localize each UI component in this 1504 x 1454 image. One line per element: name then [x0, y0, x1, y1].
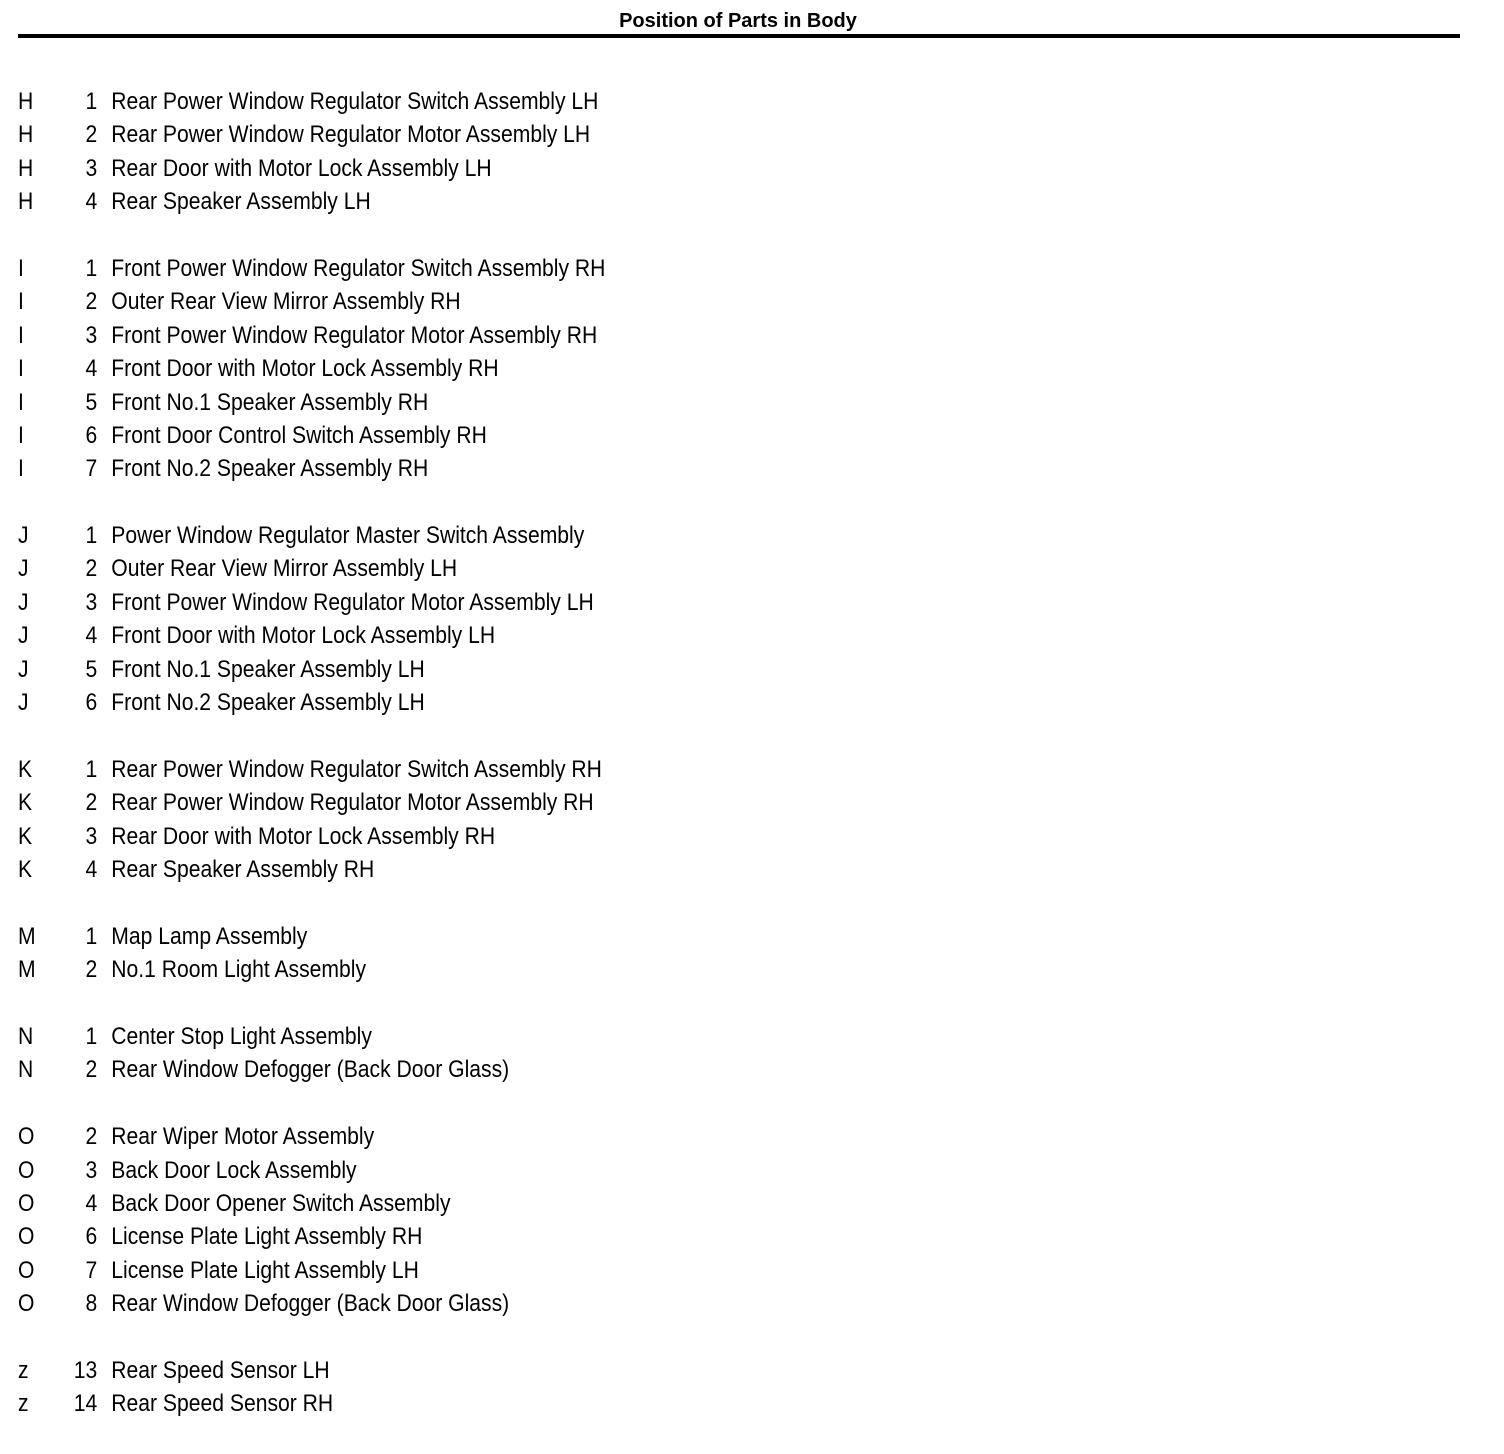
part-number: 1 [85, 755, 98, 783]
location-code: O [18, 1256, 35, 1284]
part-description: Front Door with Motor Lock Assembly LH [111, 622, 496, 650]
part-row [18, 953, 810, 986]
part-description: Map Lamp Assembly [111, 922, 308, 950]
part-row [18, 1354, 810, 1387]
part-number: 14 [73, 1390, 98, 1418]
location-code: I [18, 355, 24, 383]
location-code: I [18, 288, 24, 316]
part-description: Front Door with Motor Lock Assembly RH [111, 355, 499, 383]
part-number: 4 [85, 355, 98, 383]
part-row [18, 619, 810, 652]
location-code: O [18, 1223, 35, 1251]
location-code: J [18, 522, 29, 550]
part-description: Front No.1 Speaker Assembly RH [111, 388, 429, 416]
part-number: 3 [85, 154, 98, 182]
location-code: M [18, 922, 36, 950]
part-row [18, 352, 810, 385]
part-number: 3 [85, 321, 98, 349]
part-row [18, 1287, 810, 1320]
location-code: M [18, 956, 36, 984]
location-code: O [18, 1156, 35, 1184]
part-number: 5 [85, 655, 98, 683]
parts-list [18, 85, 918, 1454]
part-row [18, 285, 810, 318]
part-number: 7 [85, 1256, 98, 1284]
part-row [18, 653, 810, 686]
part-row [18, 853, 810, 886]
parts-group [18, 753, 918, 887]
part-number: 3 [85, 1156, 98, 1184]
part-description: Rear Power Window Regulator Motor Assembly RH [111, 789, 594, 817]
parts-group [18, 1120, 918, 1320]
part-number: 1 [85, 1022, 98, 1050]
part-number: 4 [85, 622, 98, 650]
location-code: I [18, 455, 24, 483]
part-row [18, 552, 810, 585]
location-code: K [18, 755, 33, 783]
part-number: 4 [85, 188, 98, 216]
location-code: z [18, 1390, 29, 1418]
parts-group [18, 85, 918, 219]
parts-group [18, 920, 918, 987]
part-row [18, 1154, 810, 1187]
part-number: 2 [85, 121, 98, 149]
part-description: Front Door Control Switch Assembly RH [111, 421, 487, 449]
part-description: Back Door Lock Assembly [111, 1156, 357, 1184]
part-number: 3 [85, 822, 98, 850]
part-description: Center Stop Light Assembly [111, 1022, 372, 1050]
part-number: 8 [85, 1290, 98, 1318]
part-description: Rear Power Window Regulator Motor Assembly LH [111, 121, 591, 149]
location-code: I [18, 254, 24, 282]
parts-group [18, 519, 918, 719]
part-row [18, 820, 810, 853]
location-code: H [18, 121, 34, 149]
part-number: 1 [85, 922, 98, 950]
part-row [18, 1120, 810, 1153]
part-description: Outer Rear View Mirror Assembly RH [111, 288, 461, 316]
part-description: Front No.2 Speaker Assembly RH [111, 455, 429, 483]
part-number: 2 [85, 1123, 98, 1151]
part-row [18, 252, 810, 285]
part-row [18, 1220, 810, 1253]
part-description: Outer Rear View Mirror Assembly LH [111, 555, 458, 583]
part-row [18, 1187, 810, 1220]
part-number: 4 [85, 855, 98, 883]
part-number: 1 [85, 254, 98, 282]
part-number: 2 [85, 956, 98, 984]
location-code: I [18, 421, 24, 449]
location-code: H [18, 188, 34, 216]
location-code: H [18, 154, 34, 182]
part-row [18, 1053, 810, 1086]
parts-group [18, 252, 918, 486]
part-number: 2 [85, 555, 98, 583]
location-code: O [18, 1290, 35, 1318]
part-row [18, 185, 810, 218]
parts-group [18, 1354, 918, 1421]
location-code: I [18, 388, 24, 416]
part-number: 6 [85, 689, 98, 717]
location-code: O [18, 1123, 35, 1151]
part-row [18, 319, 810, 352]
location-code: K [18, 855, 33, 883]
part-number: 6 [85, 421, 98, 449]
part-row [18, 452, 810, 485]
part-description: Rear Speed Sensor LH [111, 1356, 330, 1384]
part-number: 3 [85, 588, 98, 616]
part-description: Rear Power Window Regulator Switch Assembly RH [111, 755, 602, 783]
page-title: Position of Parts in Body [619, 10, 857, 32]
part-description: Front Power Window Regulator Motor Assembly RH [111, 321, 598, 349]
part-description: Rear Window Defogger (Back Door Glass) [111, 1056, 510, 1084]
part-description: Power Window Regulator Master Switch Assembly [111, 522, 585, 550]
part-row [18, 686, 810, 719]
part-number: 2 [85, 288, 98, 316]
location-code: K [18, 822, 33, 850]
part-row [18, 1387, 810, 1420]
part-number: 5 [85, 388, 98, 416]
part-row [18, 1020, 810, 1053]
part-row [18, 920, 810, 953]
part-number: 13 [73, 1356, 98, 1384]
location-code: z [18, 1356, 29, 1384]
part-description: License Plate Light Assembly LH [111, 1256, 419, 1284]
part-row [18, 85, 810, 118]
part-description: Rear Wiper Motor Assembly [111, 1123, 375, 1151]
part-number: 7 [85, 455, 98, 483]
part-description: Rear Power Window Regulator Switch Assembly LH [111, 88, 599, 115]
part-description: Front No.2 Speaker Assembly LH [111, 689, 425, 717]
part-number: 2 [85, 789, 98, 817]
part-number: 2 [85, 1056, 98, 1084]
part-row [18, 118, 810, 151]
title-divider [18, 34, 1460, 38]
part-number: 4 [85, 1189, 98, 1217]
location-code: J [18, 655, 29, 683]
part-description: Rear Window Defogger (Back Door Glass) [111, 1290, 510, 1318]
location-code: O [18, 1189, 35, 1217]
part-description: Back Door Opener Switch Assembly [111, 1189, 451, 1217]
part-row [18, 786, 810, 819]
parts-group [18, 1020, 918, 1087]
part-row [18, 753, 810, 786]
location-code: J [18, 588, 29, 616]
part-number: 1 [85, 88, 98, 115]
part-description: Rear Door with Motor Lock Assembly RH [111, 822, 496, 850]
part-row [18, 152, 810, 185]
location-code: H [18, 88, 34, 115]
part-description: Front Power Window Regulator Switch Assembly RH [111, 254, 606, 282]
part-description: No.1 Room Light Assembly [111, 956, 367, 984]
location-code: J [18, 555, 29, 583]
location-code: N [18, 1022, 34, 1050]
part-row [18, 386, 810, 419]
location-code: N [18, 1056, 34, 1084]
location-code: J [18, 622, 29, 650]
part-row [18, 1254, 810, 1287]
location-code: K [18, 789, 33, 817]
part-description: Rear Speaker Assembly RH [111, 855, 375, 883]
part-number: 6 [85, 1223, 98, 1251]
part-description: Rear Door with Motor Lock Assembly LH [111, 154, 492, 182]
part-row [18, 519, 810, 552]
part-description: Front Power Window Regulator Motor Assembly LH [111, 588, 594, 616]
part-row [18, 586, 810, 619]
location-code: J [18, 689, 29, 717]
part-number: 1 [85, 522, 98, 550]
part-description: Rear Speed Sensor RH [111, 1390, 334, 1418]
part-description: License Plate Light Assembly RH [111, 1223, 423, 1251]
location-code: I [18, 321, 24, 349]
part-row [18, 419, 810, 452]
part-description: Front No.1 Speaker Assembly LH [111, 655, 425, 683]
part-description: Rear Speaker Assembly LH [111, 188, 371, 216]
